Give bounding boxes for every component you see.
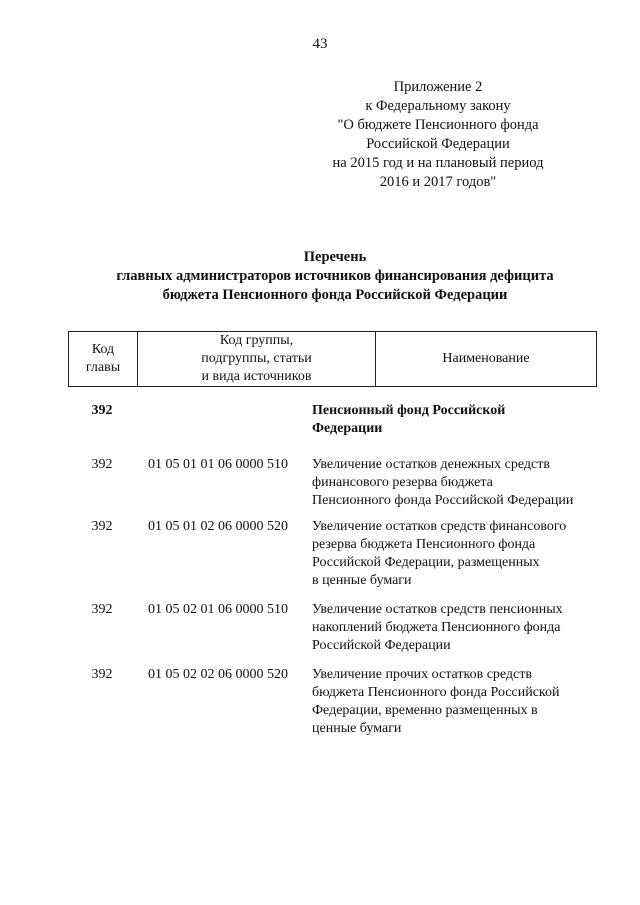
- source-code-cell: 01 05 01 01 06 0000 510: [148, 457, 288, 472]
- source-code-cell: 01 05 02 02 06 0000 520: [148, 667, 288, 682]
- name-cell: Увеличение остатков средств финансового резерва бюджета Пенсионного фонда Российской Федерации, размещенных в ценные бумаги: [312, 519, 567, 588]
- appendix-reference: [318, 78, 558, 192]
- appendix-line: на 2015 год и на плановый период: [332, 155, 544, 171]
- chapter-code-cell: 392: [91, 457, 113, 472]
- table-header: [68, 331, 597, 387]
- source-code-cell: 01 05 02 01 06 0000 510: [148, 602, 288, 617]
- title-line: Перечень: [303, 249, 367, 265]
- name-cell: Увеличение остатков средств пенсионных накоплений бюджета Пенсионного фонда Российской Федерации: [312, 602, 563, 653]
- chapter-code-cell: 392: [91, 403, 113, 418]
- document-title: [0, 248, 640, 305]
- header-source-code: Код группы, подгруппы, статьи и вида источников: [138, 332, 376, 387]
- title-line: главных администраторов источников финансирования дефицита: [116, 268, 554, 284]
- appendix-line: 2016 и 2017 годов": [379, 174, 497, 190]
- page-number: 43: [312, 36, 328, 52]
- appendix-line: Приложение 2: [393, 79, 483, 95]
- name-cell: Пенсионный фонд Российской Федерации: [312, 403, 506, 436]
- chapter-code-cell: 392: [91, 602, 113, 617]
- name-cell: Увеличение прочих остатков средств бюджета Пенсионного фонда Российской Федерации, временно размещенных в ценные бумаги: [312, 667, 560, 736]
- appendix-line: "О бюджете Пенсионного фонда: [337, 117, 539, 133]
- chapter-code-cell: 392: [91, 667, 113, 682]
- title-line: бюджета Пенсионного фонда Российской Федерации: [162, 287, 508, 303]
- appendix-line: Российской Федерации: [366, 136, 510, 152]
- name-cell: Увеличение остатков денежных средств финансового резерва бюджета Пенсионного фонда Российской Федерации: [312, 457, 574, 508]
- chapter-code-cell: 392: [91, 519, 113, 534]
- header-name: Наименование: [376, 332, 597, 387]
- source-code-cell: 01 05 01 02 06 0000 520: [148, 519, 288, 534]
- appendix-line: к Федеральному закону: [365, 98, 511, 114]
- header-chapter-code: Код главы: [69, 332, 138, 387]
